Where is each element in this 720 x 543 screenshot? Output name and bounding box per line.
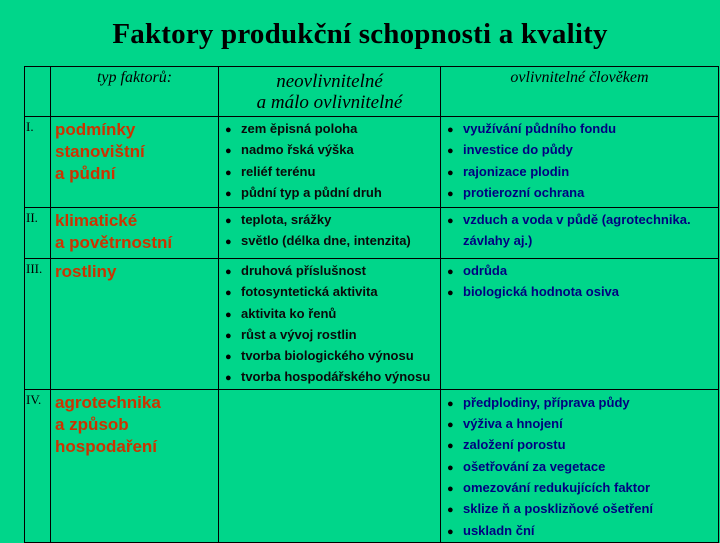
list-item: ● investice do půdy: [447, 140, 718, 161]
row-name: [51, 259, 219, 390]
list-item: ● vzduch a voda v půdě (agrotechnika.: [447, 210, 718, 231]
header-uninfluenced-line2: a málo ovlivnitelné: [256, 92, 403, 113]
list-item: ● půdní typ a půdní druh: [225, 183, 440, 204]
list-item: ● zem ěpisná poloha: [225, 119, 440, 140]
bullet-circle-icon: ●: [225, 166, 232, 179]
table-row: [25, 389, 719, 542]
header-uninfluenced-line1: neovlivnitelné: [276, 71, 383, 92]
bullet-circle-icon: ●: [447, 215, 454, 227]
header-num-cell: [25, 67, 51, 117]
row-name-line: stanovištní: [55, 142, 145, 161]
bullet-circle-icon: ●: [225, 236, 232, 249]
row-name-line: a způsob: [55, 414, 129, 434]
list-item: ● fotosyntetická aktivita: [225, 282, 440, 303]
bullet-circle-icon: ●: [225, 266, 232, 278]
bullet-circle-icon: ●: [447, 440, 454, 453]
uninfluenced-cell-empty: [219, 389, 441, 542]
list-item: ● předplodiny, příprava půdy: [447, 393, 718, 414]
list-item: ● biologická hodnota osiva: [447, 282, 718, 303]
list-item: ● růst a vývoj rostlin: [225, 325, 440, 346]
list-item: ● uskladn ční: [447, 521, 718, 542]
row-number: II.: [25, 208, 51, 259]
bullet-circle-icon: ●: [447, 482, 454, 495]
influenced-cell: [441, 117, 719, 208]
factors-table: [24, 66, 719, 543]
bullet-circle-icon: ●: [447, 419, 454, 432]
bullet-circle-icon: ●: [225, 351, 232, 364]
row-name-line: hospodaření: [55, 436, 158, 456]
influenced-cell: [441, 389, 719, 542]
header-type: typ faktorů:: [51, 67, 219, 117]
row-number: III.: [25, 259, 51, 390]
list-item: ● aktivita ko řenů: [225, 304, 440, 325]
bullet-circle-icon: ●: [225, 372, 232, 385]
row-name-line: rostliny: [55, 262, 117, 281]
bullet-circle-icon: ●: [447, 525, 454, 538]
influenced-cell: [441, 208, 719, 259]
bullet-circle-icon: ●: [225, 287, 232, 300]
row-name-line: klimatické: [55, 211, 138, 230]
list-item: ● ošetřování za vegetace: [447, 457, 718, 478]
row-name: [51, 117, 219, 208]
bullet-circle-icon: ●: [447, 187, 454, 200]
table-row: [25, 208, 719, 259]
row-name-line: podmínky: [55, 120, 136, 139]
list-item: ● využívání půdního fondu: [447, 119, 718, 140]
bullet-circle-icon: ●: [225, 145, 232, 158]
list-item: ● založení porostu: [447, 435, 718, 456]
row-name: [51, 208, 219, 259]
header-influenced: ovlivnitelné člověkem: [441, 67, 719, 117]
uninfluenced-cell: [219, 259, 441, 390]
list-item: ● světlo (délka dne, intenzita): [225, 231, 440, 252]
table-row: [25, 259, 719, 390]
header-uninfluenced: [219, 67, 441, 117]
table-row: [25, 117, 719, 208]
uninfluenced-cell: [219, 208, 441, 259]
bullet-circle-icon: ●: [447, 461, 454, 474]
row-name: [51, 389, 219, 542]
list-item: ● výživa a hnojení: [447, 414, 718, 435]
row-number: IV.: [25, 389, 51, 542]
list-item: ● sklize ň a posklizňové ošetření: [447, 499, 718, 520]
bullet-circle-icon: ●: [447, 266, 454, 278]
row-name-line: a povětrnostní: [55, 233, 173, 252]
list-item: ● protierozní ochrana: [447, 183, 718, 204]
row-name-line: agrotechnika: [55, 392, 161, 412]
list-item: ● odrůda: [447, 261, 718, 282]
bullet-circle-icon: ●: [225, 215, 232, 227]
uninfluenced-cell: [219, 117, 441, 208]
bullet-circle-icon: ●: [447, 397, 454, 410]
bullet-circle-icon: ●: [447, 145, 454, 158]
list-item: ● omezování redukujících faktor: [447, 478, 718, 499]
bullet-circle-icon: ●: [225, 308, 232, 321]
influenced-cell: [441, 259, 719, 390]
list-item: závlahy aj.): [463, 233, 533, 249]
page-title: Faktory produkční schopnosti a kvality: [112, 18, 608, 50]
row-number: I.: [25, 117, 51, 208]
bullet-circle-icon: ●: [225, 187, 232, 200]
header-row: [25, 67, 719, 117]
bullet-circle-icon: ●: [225, 329, 232, 342]
list-item: ● tvorba hospodářského výnosu: [225, 367, 440, 388]
bullet-circle-icon: ●: [447, 287, 454, 300]
list-item: ● reliéf terénu: [225, 162, 440, 183]
bullet-circle-icon: ●: [447, 124, 454, 136]
bullet-circle-icon: ●: [447, 504, 454, 517]
list-item: ● tvorba biologického výnosu: [225, 346, 440, 367]
list-item: ● nadmo řská výška: [225, 140, 440, 161]
list-item: ● druhová příslušnost: [225, 261, 440, 282]
bullet-circle-icon: ●: [225, 124, 232, 136]
row-name-line: a půdní: [55, 164, 116, 183]
list-item: ● teplota, srážky: [225, 210, 440, 231]
bullet-circle-icon: ●: [447, 166, 454, 179]
list-item: ● rajonizace plodin: [447, 162, 718, 183]
